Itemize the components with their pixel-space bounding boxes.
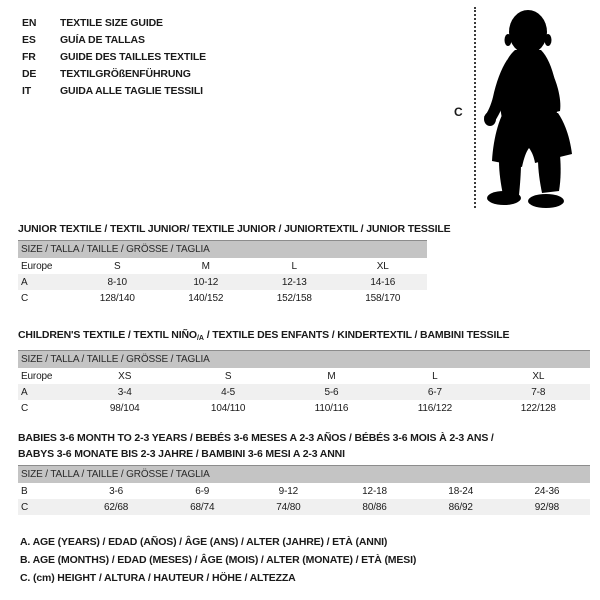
value-cell: 140/152 bbox=[188, 292, 224, 304]
section-title-text: / TEXTILE DES ENFANTS / KINDERTEXTIL / BAMBINI TESSILE bbox=[203, 329, 510, 341]
language-title: GUIDA ALLE TAGLIE TESSILI bbox=[60, 84, 203, 97]
value-cell: XL bbox=[532, 370, 545, 382]
row-label-cell: C bbox=[21, 501, 29, 513]
value-cell: 10-12 bbox=[193, 276, 219, 288]
section-title-text: JUNIOR TEXTILE / TEXTIL JUNIOR/ TEXTILE JUNIOR / JUNIORTEXTIL / JUNIOR TESSILE bbox=[18, 223, 451, 235]
language-list bbox=[22, 14, 206, 99]
value-cell: 14-16 bbox=[370, 276, 396, 288]
section-title-line bbox=[18, 430, 590, 446]
value-cell: 12-18 bbox=[362, 485, 387, 497]
value-cell: 3-6 bbox=[109, 485, 124, 497]
language-row bbox=[22, 65, 206, 82]
table-row bbox=[18, 400, 590, 416]
measurement-figure bbox=[440, 0, 600, 215]
value-cell: M bbox=[327, 370, 336, 382]
row-label-cell: A bbox=[21, 276, 28, 288]
value-cell: 9-12 bbox=[278, 485, 299, 497]
row-label-cell: C bbox=[21, 292, 29, 304]
value-cell: XS bbox=[118, 370, 132, 382]
value-cell: 74/80 bbox=[276, 501, 301, 513]
section-title-line bbox=[18, 446, 590, 462]
baby-silhouette-image bbox=[479, 5, 597, 211]
language-row bbox=[22, 48, 206, 65]
table-row bbox=[18, 274, 427, 290]
value-cell: 4-5 bbox=[221, 386, 236, 398]
value-cell: 18-24 bbox=[448, 485, 474, 497]
value-cell: L bbox=[432, 370, 438, 382]
size-section-babies bbox=[18, 430, 590, 515]
section-title-text: /A bbox=[196, 335, 204, 342]
section-title bbox=[18, 328, 590, 346]
value-cell: 62/68 bbox=[103, 501, 129, 513]
value-cell: 104/110 bbox=[210, 402, 246, 414]
size-section-junior bbox=[18, 222, 451, 306]
language-title: GUIDE DES TAILLES TEXTILE bbox=[60, 50, 206, 63]
footnote-line: A. AGE (YEARS) / EDAD (AÑOS) / ÂGE (ANS) / ALTER (JAHRE) / ETÀ (ANNI) bbox=[20, 536, 388, 548]
size-section-children bbox=[18, 328, 590, 416]
value-cell: 6-7 bbox=[427, 386, 442, 398]
table-row bbox=[18, 290, 427, 306]
value-cell: S bbox=[224, 370, 232, 382]
value-cell: 6-9 bbox=[195, 485, 210, 497]
section-title-line bbox=[18, 222, 451, 236]
section-title bbox=[18, 430, 590, 462]
language-row bbox=[22, 14, 206, 31]
row-label-cell: A bbox=[21, 386, 28, 398]
size-table bbox=[18, 258, 427, 306]
value-cell: 152/158 bbox=[276, 292, 312, 304]
row-label-cell: C bbox=[21, 402, 29, 414]
value-cell: 158/170 bbox=[365, 292, 401, 304]
value-cell: 80/86 bbox=[362, 501, 387, 513]
footnote-line: B. AGE (MONTHS) / EDAD (MESES) / ÂGE (MOIS) / ALTER (MONATE) / ETÀ (MESI) bbox=[20, 554, 417, 566]
language-code: DE bbox=[22, 67, 37, 80]
value-cell: 7-8 bbox=[531, 386, 546, 398]
footnotes bbox=[20, 533, 416, 587]
value-cell: 3-4 bbox=[117, 386, 132, 398]
section-title-text: CHILDREN'S TEXTILE / TEXTIL NIÑO bbox=[18, 329, 197, 341]
value-cell: 98/104 bbox=[109, 402, 140, 414]
row-label-cell: Europe bbox=[21, 260, 53, 272]
value-cell: 116/122 bbox=[417, 402, 453, 414]
value-cell: S bbox=[113, 260, 121, 272]
language-title: GUÍA DE TALLAS bbox=[60, 33, 145, 46]
language-title: TEXTILE SIZE GUIDE bbox=[60, 16, 163, 29]
language-row bbox=[22, 31, 206, 48]
value-cell: XL bbox=[376, 260, 389, 272]
value-cell: 110/116 bbox=[314, 402, 349, 414]
table-row bbox=[18, 499, 590, 515]
value-cell: 86/92 bbox=[448, 501, 473, 513]
value-cell: 12-13 bbox=[281, 276, 307, 288]
value-cell: 128/140 bbox=[99, 292, 135, 304]
table-row bbox=[18, 368, 590, 384]
section-title-text: BABIES 3-6 MONTH TO 2-3 YEARS / BEBÉS 3-6 MESES A 2-3 AÑOS / BÉBÉS 3-6 MOIS À 2-3 ANS / bbox=[18, 432, 494, 444]
language-code: FR bbox=[22, 50, 36, 63]
value-cell: 68/74 bbox=[190, 501, 215, 513]
value-cell: 122/128 bbox=[520, 402, 556, 414]
value-cell: 5-6 bbox=[324, 386, 339, 398]
language-code: ES bbox=[22, 33, 36, 46]
value-cell: 92/98 bbox=[534, 501, 560, 513]
size-header-band: SIZE / TALLA / TAILLE / GRÖSSE / TAGLIA bbox=[18, 465, 590, 483]
row-label-cell: Europe bbox=[21, 370, 53, 382]
section-title-line bbox=[18, 328, 590, 346]
value-cell: 8-10 bbox=[107, 276, 127, 288]
height-reference-label: C bbox=[454, 105, 463, 119]
section-title bbox=[18, 222, 451, 236]
row-label-cell: B bbox=[21, 485, 28, 497]
size-header-band: SIZE / TALLA / TAILLE / GRÖSSE / TAGLIA bbox=[18, 350, 590, 368]
language-row bbox=[22, 82, 206, 99]
language-code: IT bbox=[22, 84, 32, 97]
height-dotted-line bbox=[474, 7, 476, 208]
size-table bbox=[18, 368, 590, 416]
section-title-text: BABYS 3-6 MONATE BIS 2-3 JAHRE / BAMBINI 3-6 MESI A 2-3 ANNI bbox=[18, 448, 345, 460]
value-cell: 24-36 bbox=[534, 485, 560, 497]
table-row bbox=[18, 384, 590, 400]
table-row bbox=[18, 483, 590, 499]
size-table bbox=[18, 483, 590, 515]
value-cell: M bbox=[201, 260, 210, 272]
table-row bbox=[18, 258, 427, 274]
language-title: TEXTILGRÖßENFÜHRUNG bbox=[60, 67, 191, 80]
size-header-band: SIZE / TALLA / TAILLE / GRÖSSE / TAGLIA bbox=[18, 240, 427, 258]
value-cell: L bbox=[291, 260, 297, 272]
language-code: EN bbox=[22, 16, 37, 29]
footnote-line: C. (cm) HEIGHT / ALTURA / HAUTEUR / HÖHE / ALTEZZA bbox=[20, 572, 296, 584]
